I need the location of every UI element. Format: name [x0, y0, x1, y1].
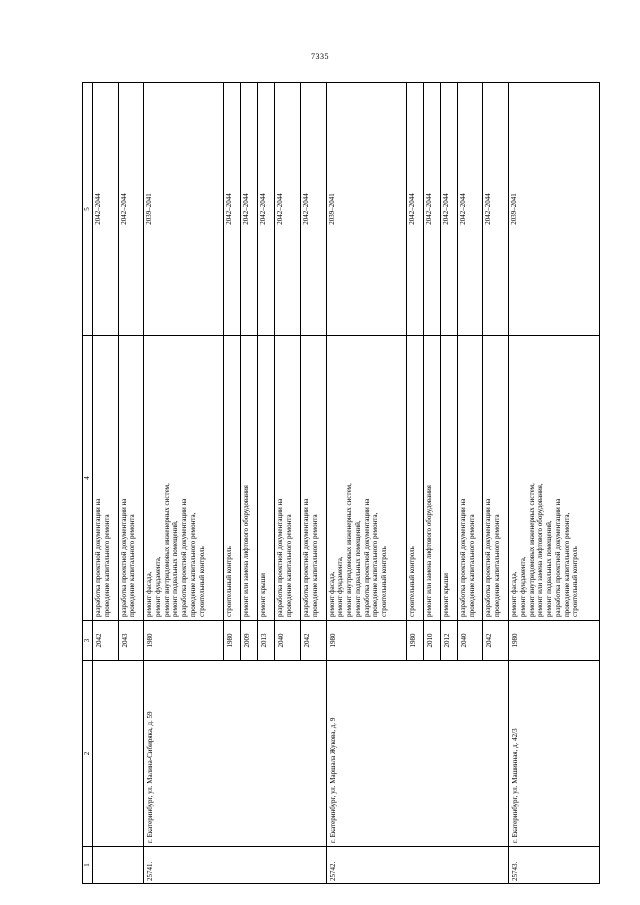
works-cell — [406, 336, 423, 621]
works-cell — [301, 336, 327, 621]
header-col-1: 1 — [83, 847, 93, 884]
page-number: 7335 — [311, 52, 329, 61]
work-line: проведение капитального ремонта — [493, 514, 502, 617]
work-line: разработка проектной документации на — [458, 498, 467, 617]
work-line: ремонт или замена лифтового оборудования — [242, 485, 251, 617]
header-col-2: 2 — [83, 661, 93, 847]
table-row — [326, 83, 406, 884]
year-cell: 1980 — [406, 621, 423, 661]
works-cell — [326, 336, 406, 621]
work-line: ремонт фасада, — [510, 571, 518, 617]
works-cell — [118, 336, 144, 621]
table-row — [144, 83, 224, 884]
work-line: проведение капитального ремонта — [467, 514, 476, 617]
rotated-table-frame — [82, 82, 600, 884]
work-line: ремонт подвальных помещений, — [353, 520, 362, 617]
year-cell: 2040 — [275, 621, 301, 661]
work-line: строительный контроль — [571, 546, 580, 617]
work-line: строительный контроль — [380, 546, 389, 617]
period-cell: 2042–2044 — [118, 83, 144, 336]
year-cell: 2009 — [241, 621, 258, 661]
period-cell: 2042–2044 — [241, 83, 258, 336]
work-line: ремонт подвальных помещений, — [171, 520, 180, 617]
work-line: ремонт подвальных помещений, — [545, 520, 553, 617]
work-line: проведение капитального ремонта, — [371, 512, 380, 617]
address-cell: г. Екатеринбург, ул. Малина-Сибиряка, д. 59 — [144, 661, 326, 847]
year-cell: 2010 — [423, 621, 440, 661]
work-line: ремонт фундамента, — [518, 556, 527, 617]
work-line: ремонт внутридомовых инженерных систем, — [345, 483, 354, 617]
works-cell — [457, 336, 483, 621]
work-line: разработка проектной документации на — [484, 498, 493, 617]
work-line: разработка проектной документации на — [276, 498, 285, 617]
table-row — [509, 83, 600, 884]
year-cell: 1980 — [144, 621, 224, 661]
address-cell — [93, 661, 144, 847]
works-cell — [241, 336, 258, 621]
record-number-cell — [93, 847, 144, 884]
work-line: проведение капитального ремонта, — [188, 512, 197, 617]
work-line: проведение капитального ремонта — [128, 514, 137, 617]
work-line: ремонт фасада, — [327, 571, 336, 617]
work-line: ремонт внутридомовых инженерных систем, — [162, 483, 171, 617]
work-line: строительный контроль — [225, 546, 234, 617]
record-number-cell: 25742. — [326, 847, 508, 884]
year-cell: 2013 — [258, 621, 275, 661]
work-line: разработка проектной документации на — [94, 498, 102, 617]
header-row — [83, 83, 93, 884]
period-cell: 2039–2041 — [326, 83, 406, 336]
work-line: разработка проектной документации на — [180, 498, 189, 617]
period-cell: 2042–2044 — [275, 83, 301, 336]
period-cell: 2042–2044 — [258, 83, 275, 336]
period-cell: 2042–2044 — [301, 83, 327, 336]
period-cell: 2042–2044 — [93, 83, 119, 336]
work-line: проведение капитального ремонта — [102, 514, 111, 617]
work-line: ремонт или замена лифтового оборудования — [424, 485, 433, 617]
period-cell: 2039–2041 — [509, 83, 600, 336]
works-cell — [224, 336, 241, 621]
year-cell: 1980 — [326, 621, 406, 661]
works-cell — [423, 336, 440, 621]
works-cell — [144, 336, 224, 621]
work-line: проведение капитального ремонта, — [562, 512, 571, 617]
works-cell — [483, 336, 509, 621]
work-line: ремонт крыши — [441, 573, 450, 617]
header-col-3: 3 — [83, 621, 93, 661]
period-cell: 2042–2044 — [457, 83, 483, 336]
year-cell: 2042 — [93, 621, 119, 661]
year-cell: 2012 — [440, 621, 457, 661]
table-row — [93, 83, 119, 884]
address-cell: г. Екатеринбург, ул. Маршала Жукова, д. 9 — [326, 661, 508, 847]
work-line: разработка проектной документации на — [302, 498, 310, 617]
work-line: разработка проектной документации на — [362, 498, 371, 617]
year-cell: 1980 — [224, 621, 241, 661]
period-cell: 2039–2041 — [144, 83, 224, 336]
work-line: разработка проектной документации на — [553, 498, 562, 617]
period-cell: 2042–2044 — [440, 83, 457, 336]
header-col-5: 5 — [83, 83, 93, 336]
work-line: строительный контроль — [197, 546, 206, 617]
works-cell — [93, 336, 119, 621]
year-cell: 1980 — [509, 621, 600, 661]
works-cell — [509, 336, 600, 621]
address-cell: г. Екатеринбург, ул. Машинная, д. 42/3 — [509, 661, 600, 847]
work-line: ремонт фундамента, — [153, 556, 162, 617]
works-cell — [275, 336, 301, 621]
work-line: проведение капитального ремонта — [285, 514, 294, 617]
repair-schedule-table — [82, 82, 600, 884]
works-cell — [258, 336, 275, 621]
period-cell: 2042–2044 — [483, 83, 509, 336]
year-cell: 2043 — [118, 621, 144, 661]
table-body — [93, 83, 600, 884]
record-number-cell: 25743. — [509, 847, 600, 884]
year-cell: 2042 — [301, 621, 327, 661]
work-line: ремонт или замена лифтового оборудования, — [536, 483, 545, 617]
work-line: ремонт внутридомовых инженерных систем, — [527, 483, 536, 617]
work-line: проведение капитального ремонта — [310, 514, 319, 617]
work-line: ремонт фундамента, — [336, 556, 345, 617]
work-line: ремонт фасада, — [145, 571, 154, 617]
work-line: разработка проектной документации на — [119, 498, 128, 617]
year-cell: 2042 — [483, 621, 509, 661]
record-number-cell: 25741. — [144, 847, 326, 884]
header-col-4: 4 — [83, 336, 93, 621]
period-cell: 2042–2044 — [224, 83, 241, 336]
period-cell: 2042–2044 — [423, 83, 440, 336]
works-cell — [440, 336, 457, 621]
work-line: ремонт крыши — [259, 573, 268, 617]
work-line: строительный контроль — [407, 546, 416, 617]
year-cell: 2040 — [457, 621, 483, 661]
period-cell: 2042–2044 — [406, 83, 423, 336]
